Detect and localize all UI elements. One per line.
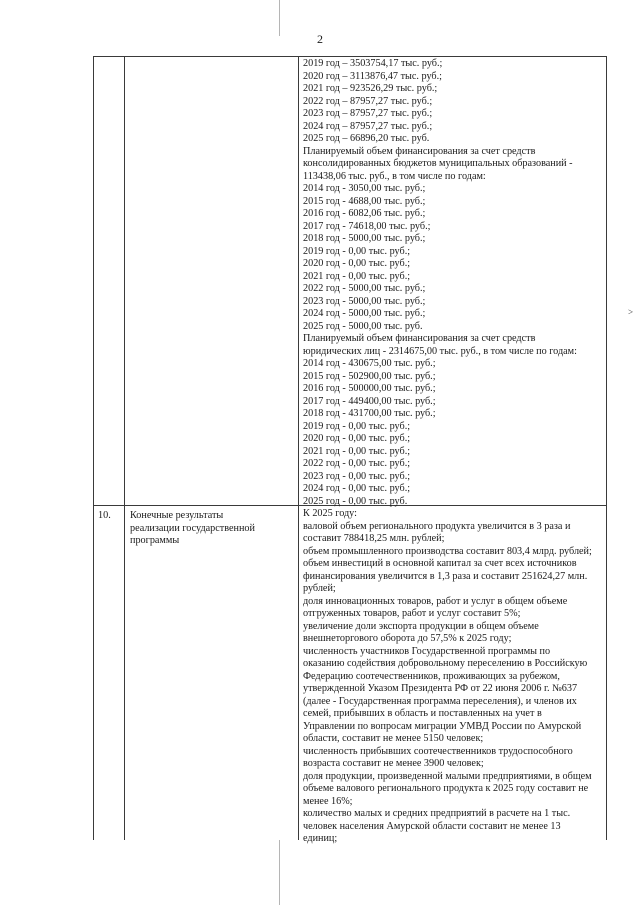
row-title-line: Конечные результаты <box>130 510 224 521</box>
results-line: увеличение доли экспорта продукции в общем объеме <box>303 620 539 632</box>
results-line: объем промышленного производства составит 803,4 млрд. рублей; <box>303 545 592 557</box>
financing-line: 2018 год - 5000,00 тыс. руб.; <box>303 233 426 244</box>
table-col-divider-2 <box>298 56 299 840</box>
results-line: утвержденной Указом Президента РФ от 22 июня 2006 г. №637 <box>303 683 578 694</box>
results-line: (далее - Государственная программа переселения), и членов их <box>303 695 577 707</box>
financing-line: 2016 год - 500000,00 тыс. руб.; <box>303 383 436 394</box>
results-line: численность участников Государственной программы по <box>303 645 551 657</box>
results-line: менее 16%; <box>303 795 353 807</box>
results-line: доля инновационных товаров, работ и услуг в общем объеме <box>303 595 568 607</box>
results-line: единиц; <box>303 833 338 844</box>
table-col-divider-1 <box>124 56 125 840</box>
financing-line: 2024 год - 5000,00 тыс. руб.; <box>303 308 426 319</box>
table-right-border <box>606 56 607 840</box>
financing-line: Планируемый объем финансирования за счет средств <box>303 333 536 344</box>
financing-line: 2015 год - 4688,00 тыс. руб.; <box>303 195 426 207</box>
financing-line: 2020 год - 0,00 тыс. руб.; <box>303 258 411 269</box>
results-line: валовой объем регионального продукта увеличится в 3 раза и <box>303 520 571 532</box>
row-title-line: реализации государственной <box>130 522 255 534</box>
financing-line: 2024 год – 87957,27 тыс. руб.; <box>303 120 433 132</box>
financing-cell <box>303 58 577 508</box>
financing-line: 2022 год – 87957,27 тыс. руб.; <box>303 95 433 107</box>
financing-line: 2024 год - 0,00 тыс. руб.; <box>303 483 411 494</box>
results-line: Управлении по вопросам миграции УМВД России по Амурской <box>303 720 582 732</box>
results-line: К 2025 году: <box>303 508 357 519</box>
financing-line: 2025 год – 66896,20 тыс. руб. <box>303 133 430 144</box>
results-line: оказанию содействия добровольному переселению в Российскую <box>303 658 588 669</box>
results-line: возраста составит не менее 3900 человек; <box>303 758 484 769</box>
financing-line: 2023 год – 87957,27 тыс. руб.; <box>303 108 433 119</box>
financing-line: 2025 год - 0,00 тыс. руб. <box>303 495 408 507</box>
financing-line: 2021 год – 923526,29 тыс. руб.; <box>303 83 438 94</box>
results-line: количество малых и средних предприятий в расчете на 1 тыс. <box>303 808 571 819</box>
financing-line: 2021 год - 0,00 тыс. руб.; <box>303 270 411 282</box>
financing-line: 2023 год - 0,00 тыс. руб.; <box>303 470 411 482</box>
financing-line: 2019 год – 3503754,17 тыс. руб.; <box>303 58 443 69</box>
financing-line: 2020 год – 3113876,47 тыс. руб.; <box>303 70 442 82</box>
results-line: объем инвестиций в основной капитал за счет всех источников <box>303 558 577 569</box>
row-title-line: программы <box>130 535 180 546</box>
financing-line: юридических лиц - 2314675,00 тыс. руб., в том числе по годам: <box>303 345 577 357</box>
results-line: области, составит не менее 5150 человек; <box>303 733 484 744</box>
row-title <box>130 510 255 548</box>
financing-line: 2017 год - 74618,00 тыс. руб.; <box>303 220 431 232</box>
results-line: объеме валового регионального продукта к 2025 году составит не <box>303 783 589 794</box>
financing-line: 2014 год - 430675,00 тыс. руб.; <box>303 358 436 369</box>
results-line: семей, прибывших в область и поставленных на учет в <box>303 708 542 719</box>
results-line: составит 788418,25 млн. рублей; <box>303 533 445 544</box>
financing-line: 2025 год - 5000,00 тыс. руб. <box>303 320 423 332</box>
results-cell <box>303 508 592 846</box>
results-line: рублей; <box>303 583 336 594</box>
scan-fold-line-bottom <box>279 840 280 905</box>
results-line: доля продукции, произведенной малыми предприятиями, в общем <box>303 770 592 782</box>
financing-line: 2020 год - 0,00 тыс. руб.; <box>303 433 411 444</box>
scan-fold-line-top <box>279 0 280 36</box>
financing-line: 2019 год - 0,00 тыс. руб.; <box>303 420 411 432</box>
results-line: человек населения Амурской области составит не менее 13 <box>303 820 561 832</box>
financing-line: Планируемый объем финансирования за счет средств <box>303 145 536 157</box>
financing-line: консолидированных бюджетов муниципальных образований - <box>303 158 573 169</box>
row-number: 10. <box>98 510 111 521</box>
results-line: финансирования увеличится в 1,3 раза и составит 251624,27 млн. <box>303 570 588 582</box>
table-left-border <box>93 56 94 840</box>
results-line: численность прибывших соотечественников трудоспособного <box>303 745 573 757</box>
margin-mark-icon: ˃ <box>628 307 634 317</box>
financing-line: 2022 год - 0,00 тыс. руб.; <box>303 458 411 469</box>
results-line: Федерацию соотечественников, проживающих за рубежом, <box>303 670 560 682</box>
financing-line: 2016 год - 6082,06 тыс. руб.; <box>303 208 426 219</box>
financing-line: 113438,06 тыс. руб., в том числе по годам: <box>303 170 486 182</box>
table-top-border <box>93 56 607 57</box>
financing-line: 2019 год - 0,00 тыс. руб.; <box>303 245 411 257</box>
financing-line: 2021 год - 0,00 тыс. руб.; <box>303 445 411 457</box>
financing-line: 2014 год - 3050,00 тыс. руб.; <box>303 183 426 194</box>
results-line: внешнеторгового оборота до 57,5% к 2025 году; <box>303 633 512 644</box>
financing-line: 2018 год - 431700,00 тыс. руб.; <box>303 408 436 419</box>
financing-line: 2022 год - 5000,00 тыс. руб.; <box>303 283 426 294</box>
results-line: отгруженных товаров, работ и услуг составит 5%; <box>303 608 521 619</box>
financing-line: 2017 год - 449400,00 тыс. руб.; <box>303 395 436 407</box>
financing-line: 2015 год - 502900,00 тыс. руб.; <box>303 370 436 382</box>
page-number: 2 <box>317 32 323 46</box>
financing-line: 2023 год - 5000,00 тыс. руб.; <box>303 295 426 307</box>
